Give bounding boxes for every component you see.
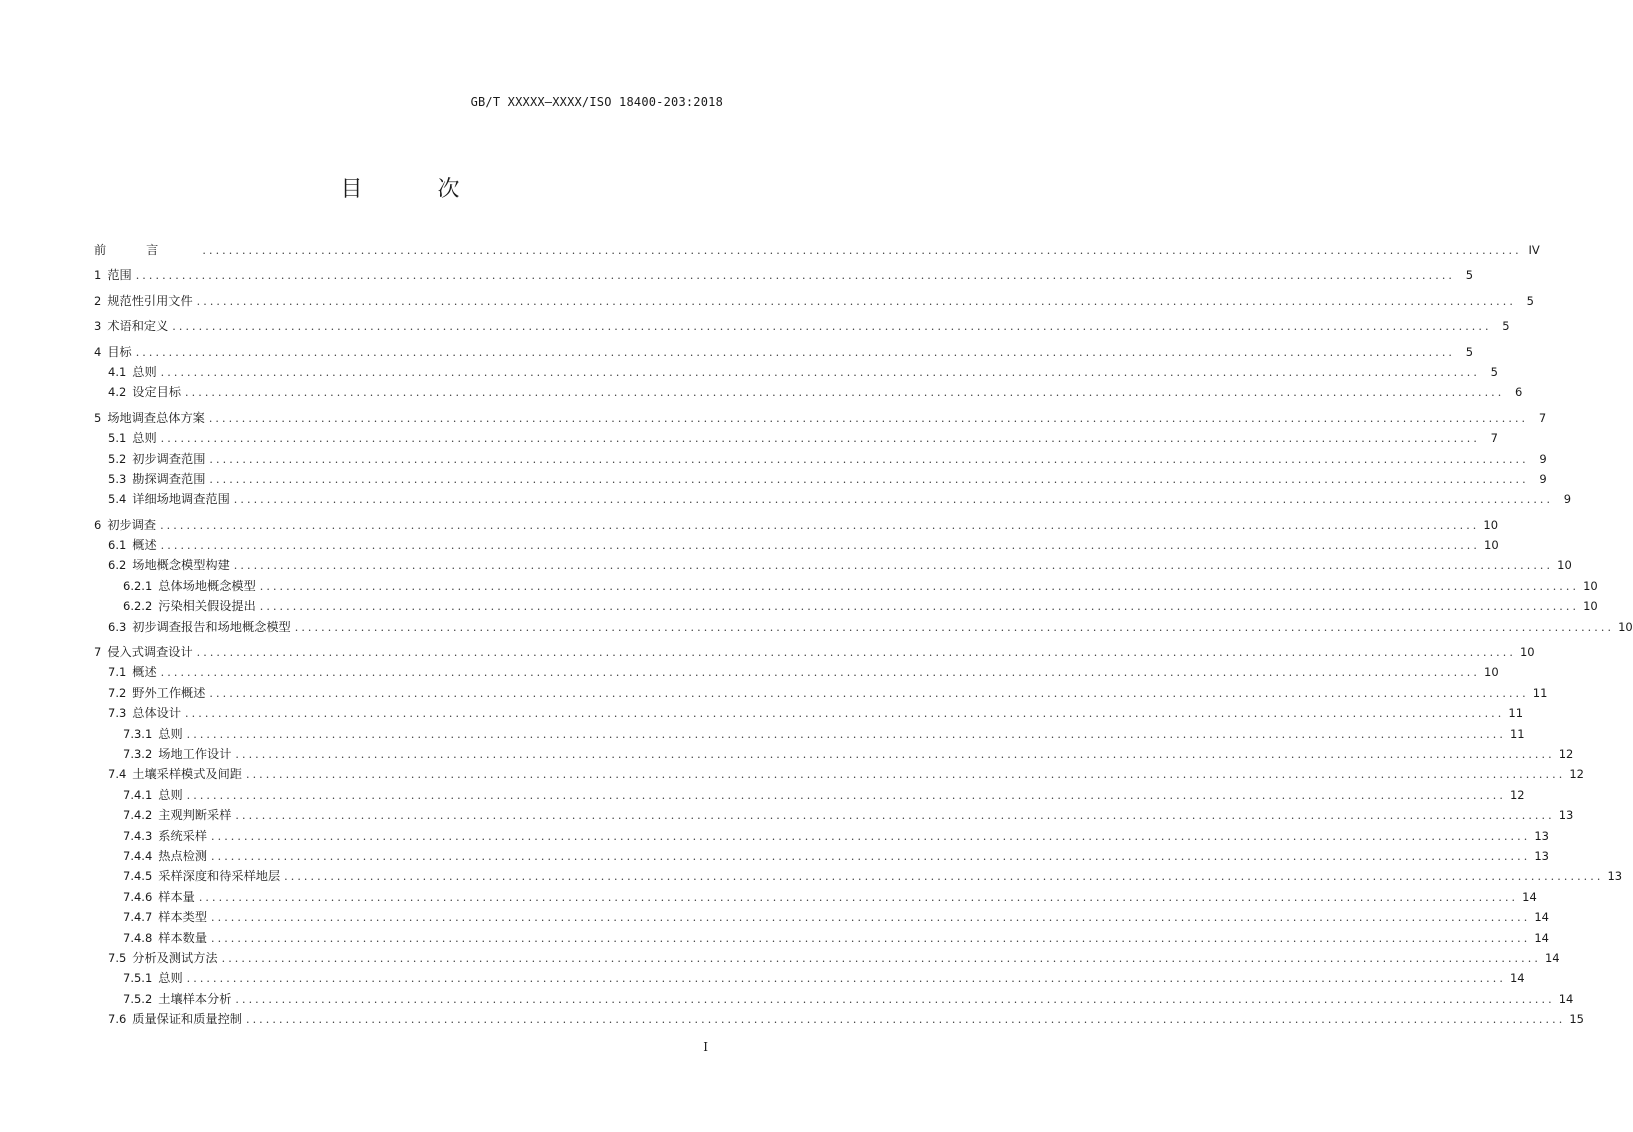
toc-entry-number: 7.4.7 — [123, 910, 153, 925]
toc-entry-title: 概述 — [132, 538, 157, 553]
toc-entry-number: 4.2 — [108, 385, 127, 400]
toc-entry-title: 总则 — [132, 431, 157, 446]
dot-leader: ........................................................................................................................................................................................................ — [135, 269, 1456, 283]
toc-entry[interactable] — [94, 428, 1498, 448]
toc-entry-page: 9 — [1539, 451, 1547, 466]
toc-entry[interactable] — [94, 469, 1547, 489]
toc-entry-title: 总体设计 — [132, 706, 182, 721]
toc-entry[interactable] — [94, 764, 1584, 784]
toc-entry[interactable] — [94, 408, 1547, 428]
toc-entry-number: 7 — [94, 645, 102, 660]
toc-entry-page: 10 — [1618, 619, 1633, 634]
toc-entry-number: 7.3.1 — [123, 726, 153, 741]
toc-entry[interactable] — [94, 744, 1574, 764]
toc-entry-title: 热点检测 — [158, 848, 208, 863]
toc-entry[interactable] — [94, 596, 1598, 616]
dot-leader: ........................................................................................................................................................................................................ — [185, 386, 1505, 400]
toc-entry-page: 5 — [1465, 268, 1474, 283]
document-code: GB/T XXXXX—XXXX/ISO 18400-203:2018 — [470, 95, 723, 109]
toc-entry-page: 11 — [1532, 685, 1548, 700]
toc-entry[interactable] — [94, 515, 1499, 535]
toc-entry-page: 12 — [1558, 746, 1574, 761]
toc-entry-title: 质量保证和质量控制 — [132, 1012, 242, 1027]
toc-entry[interactable] — [94, 555, 1572, 575]
toc-entry-number: 6.2 — [108, 558, 127, 573]
toc-entry-title: 污染相关假设提出 — [158, 599, 256, 614]
toc-entry-page: 5 — [1502, 319, 1510, 334]
toc-entry-title: 总则 — [132, 364, 157, 379]
toc-entry-page: 6 — [1515, 385, 1523, 400]
toc-entry-title: 土壤样本分析 — [158, 991, 232, 1006]
toc-entry-page: IV — [1528, 243, 1540, 257]
toc-entry-number: 5.1 — [108, 431, 127, 446]
toc-entry-page: 5 — [1490, 364, 1498, 379]
toc-entry[interactable] — [94, 449, 1547, 469]
toc-entry-title: 范围 — [107, 268, 132, 283]
toc-entry-number: 1 — [94, 268, 102, 283]
toc-entry-page: 14 — [1509, 971, 1525, 986]
toc-entry-number: 7.4.5 — [123, 869, 153, 884]
toc-entry-number: 2 — [94, 293, 102, 308]
dot-leader: ........................................................................................................................................................................................................ — [196, 294, 1516, 308]
toc-entry-page: 13 — [1534, 828, 1549, 843]
toc-entry[interactable] — [94, 826, 1549, 846]
toc-entry[interactable] — [94, 928, 1549, 948]
dot-leader: ........................................................................................................................................................................................................ — [202, 244, 1522, 257]
dot-leader: ........................................................................................................................................................................................................ — [245, 1013, 1566, 1027]
toc-entry[interactable] — [94, 617, 1633, 637]
toc-entry-number: 6 — [94, 517, 102, 532]
toc-entry[interactable] — [94, 968, 1525, 988]
dot-leader: ........................................................................................................................................................................................................ — [172, 320, 1492, 334]
toc-entry-title: 土壤采样模式及间距 — [132, 767, 242, 782]
toc-entry[interactable] — [94, 535, 1499, 555]
dot-leader: ........................................................................................................................................................................................................ — [196, 646, 1516, 660]
toc-entry[interactable] — [94, 265, 1474, 285]
toc-entry[interactable] — [94, 683, 1548, 703]
dot-leader: ........................................................................................................................................................................................................ — [198, 890, 1519, 904]
toc-entry-title: 术语和定义 — [107, 319, 169, 334]
dot-leader: ........................................................................................................................................................................................................ — [284, 870, 1604, 884]
toc-entry-page: 13 — [1558, 808, 1574, 823]
toc-entry-title: 分析及测试方法 — [132, 950, 218, 965]
dot-leader: ........................................................................................................................................................................................................ — [259, 600, 1580, 614]
toc-entry-page: 14 — [1544, 950, 1560, 965]
toc-entry[interactable] — [94, 362, 1498, 382]
toc-entry-number: 5.3 — [108, 471, 127, 486]
dot-leader: ........................................................................................................................................................................................................ — [160, 432, 1480, 446]
dot-leader: ........................................................................................................................................................................................................ — [294, 620, 1615, 634]
toc-entry-title: 规范性引用文件 — [107, 293, 193, 308]
toc-entry-title: 前言 — [94, 243, 199, 257]
dot-leader: ........................................................................................................................................................................................................ — [235, 809, 1555, 823]
toc-entry[interactable] — [94, 382, 1523, 402]
dot-leader: ........................................................................................................................................................................................................ — [259, 579, 1580, 593]
toc-entry-page: 7 — [1538, 410, 1547, 425]
toc-entry-title: 初步调查 — [107, 517, 157, 532]
toc-entry-number: 6.3 — [108, 619, 127, 634]
toc-entry[interactable] — [94, 703, 1524, 723]
toc-entry-title: 勘探调查范围 — [132, 471, 206, 486]
toc-entry[interactable] — [94, 887, 1537, 907]
toc-entry-page: 9 — [1539, 471, 1547, 486]
dot-leader: ........................................................................................................................................................................................................ — [233, 559, 1554, 573]
dot-leader: ........................................................................................................................................................................................................ — [186, 972, 1506, 986]
dot-leader: ........................................................................................................................................................................................................ — [235, 747, 1555, 761]
toc-entry-title: 初步调查报告和场地概念模型 — [132, 619, 291, 634]
toc-entry-number: 7.4.1 — [123, 787, 153, 802]
toc-entry-page: 14 — [1534, 910, 1549, 925]
toc-entry-number: 3 — [94, 319, 102, 334]
toc-entry-title: 样本量 — [158, 889, 195, 904]
toc-entry-number: 6.1 — [108, 538, 127, 553]
dot-leader: ........................................................................................................................................................................................................ — [160, 365, 1480, 379]
toc-entry-number: 7.6 — [108, 1012, 127, 1027]
toc-entry[interactable] — [94, 989, 1574, 1009]
toc-entry-title: 概述 — [132, 665, 157, 680]
table-of-contents — [94, 240, 1633, 1029]
dot-leader: ........................................................................................................................................................................................................ — [233, 493, 1554, 507]
toc-entry-number: 7.4.4 — [123, 848, 153, 863]
toc-entry-number: 7.4.2 — [123, 808, 153, 823]
toc-entry-page: 14 — [1558, 991, 1574, 1006]
toc-entry[interactable] — [94, 785, 1525, 805]
toc-entry-number: 7.5 — [108, 950, 127, 965]
toc-entry-number: 7.4.3 — [123, 828, 153, 843]
dot-leader: ........................................................................................................................................................................................................ — [186, 727, 1506, 741]
page-number: I — [703, 1040, 708, 1054]
toc-entry[interactable] — [94, 866, 1623, 886]
dot-leader: ........................................................................................................................................................................................................ — [160, 666, 1480, 680]
toc-entry-number: 6.2.2 — [123, 599, 153, 614]
dot-leader: ........................................................................................................................................................................................................ — [186, 788, 1506, 802]
toc-entry-title: 野外工作概述 — [132, 685, 206, 700]
dot-leader: ........................................................................................................................................................................................................ — [160, 518, 1480, 532]
toc-entry-title: 场地工作设计 — [158, 746, 232, 761]
toc-entry-page: 10 — [1583, 599, 1598, 614]
toc-entry-title: 目标 — [107, 344, 132, 359]
dot-leader: ........................................................................................................................................................................................................ — [235, 992, 1555, 1006]
toc-entry-page: 10 — [1484, 665, 1499, 680]
toc-entry-page: 5 — [1526, 293, 1534, 308]
toc-entry[interactable] — [94, 1009, 1584, 1029]
dot-leader: ........................................................................................................................................................................................................ — [209, 452, 1529, 466]
dot-leader: ........................................................................................................................................................................................................ — [221, 951, 1541, 965]
toc-entry-title: 系统采样 — [158, 828, 208, 843]
toc-entry-page: 10 — [1519, 645, 1535, 660]
toc-entry[interactable] — [94, 948, 1560, 968]
page-title: 目 次 — [340, 177, 494, 202]
dot-leader: ........................................................................................................................................................................................................ — [211, 849, 1531, 863]
toc-entry[interactable] — [94, 805, 1574, 825]
dot-leader: ........................................................................................................................................................................................................ — [160, 539, 1480, 553]
toc-entry[interactable] — [94, 342, 1474, 362]
toc-entry-page: 13 — [1534, 848, 1549, 863]
dot-leader: ........................................................................................................................................................................................................ — [211, 931, 1531, 945]
toc-entry-number: 7.1 — [108, 665, 127, 680]
toc-entry[interactable] — [94, 642, 1535, 662]
toc-entry-number: 5.4 — [108, 492, 127, 507]
toc-entry-title: 设定目标 — [132, 385, 182, 400]
toc-entry-title: 侵入式调查设计 — [107, 645, 193, 660]
toc-entry-title: 总则 — [158, 971, 183, 986]
toc-entry-title: 场地概念模型构建 — [132, 558, 230, 573]
toc-entry-page: 10 — [1484, 538, 1499, 553]
toc-entry-title: 场地调查总体方案 — [107, 410, 205, 425]
dot-leader: ........................................................................................................................................................................................................ — [211, 829, 1531, 843]
toc-entry-number: 7.4.8 — [123, 930, 153, 945]
toc-entry-page: 10 — [1583, 578, 1598, 593]
toc-entry-page: 7 — [1490, 431, 1498, 446]
toc-entry[interactable] — [94, 291, 1534, 311]
toc-entry-page: 12 — [1509, 787, 1525, 802]
toc-entry[interactable] — [94, 846, 1549, 866]
toc-entry-number: 5 — [94, 410, 102, 425]
toc-entry-page: 14 — [1522, 889, 1537, 904]
toc-entry-number: 5.2 — [108, 451, 127, 466]
dot-leader: ........................................................................................................................................................................................................ — [185, 707, 1505, 721]
toc-entry-number: 7.5.1 — [123, 971, 153, 986]
toc-entry-page: 13 — [1607, 869, 1623, 884]
toc-entry[interactable] — [94, 489, 1572, 509]
dot-leader: ........................................................................................................................................................................................................ — [209, 472, 1529, 486]
toc-entry-number: 7.3.2 — [123, 746, 153, 761]
toc-entry-page: 14 — [1534, 930, 1549, 945]
toc-entry-page: 11 — [1509, 726, 1525, 741]
toc-entry-number: 7.3 — [108, 706, 127, 721]
toc-entry[interactable] — [94, 907, 1549, 927]
toc-entry-page: 11 — [1508, 706, 1524, 721]
toc-entry-page: 12 — [1569, 767, 1584, 782]
toc-entry-title: 采样深度和待采样地层 — [158, 869, 281, 884]
toc-entry-number: 4.1 — [108, 364, 127, 379]
toc-entry[interactable] — [94, 662, 1499, 682]
dot-leader: ........................................................................................................................................................................................................ — [209, 686, 1529, 700]
toc-entry-title: 详细场地调查范围 — [132, 492, 230, 507]
toc-entry-number: 7.4.6 — [123, 889, 153, 904]
toc-entry-page: 5 — [1465, 344, 1474, 359]
toc-entry-page: 10 — [1557, 558, 1572, 573]
toc-entry-title: 样本数量 — [158, 930, 208, 945]
toc-entry-title: 总则 — [158, 787, 183, 802]
toc-entry-page: 10 — [1483, 517, 1499, 532]
toc-entry-number: 7.4 — [108, 767, 127, 782]
toc-entry-number: 6.2.1 — [123, 578, 153, 593]
toc-entry-title: 主观判断采样 — [158, 808, 232, 823]
toc-entry-page: 15 — [1569, 1012, 1584, 1027]
toc-entry-number: 7.5.2 — [123, 991, 153, 1006]
toc-entry-title: 初步调查范围 — [132, 451, 206, 466]
toc-entry-page: 9 — [1563, 492, 1572, 507]
toc-entry-number: 4 — [94, 344, 102, 359]
toc-entry[interactable] — [94, 576, 1598, 596]
toc-entry-title: 总则 — [158, 726, 183, 741]
toc-entry[interactable] — [94, 316, 1510, 336]
dot-leader: ........................................................................................................................................................................................................ — [211, 911, 1531, 925]
toc-entry[interactable] — [94, 724, 1525, 744]
dot-leader: ........................................................................................................................................................................................................ — [208, 411, 1529, 425]
toc-entry-title: 样本类型 — [158, 910, 208, 925]
toc-entry-number: 7.2 — [108, 685, 127, 700]
dot-leader: ........................................................................................................................................................................................................ — [245, 768, 1566, 782]
dot-leader: ........................................................................................................................................................................................................ — [135, 345, 1456, 359]
toc-entry[interactable] — [94, 240, 1540, 260]
toc-entry-title: 总体场地概念模型 — [158, 578, 256, 593]
